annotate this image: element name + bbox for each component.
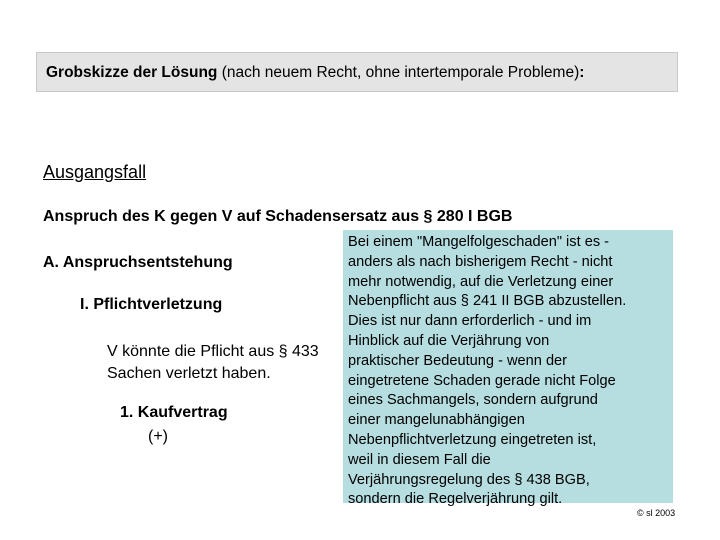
paragraph-line-2: Sachen verletzt haben. [107, 365, 271, 382]
note-line: praktischer Bedeutung - wenn der [348, 352, 568, 369]
note-line: weil in diesem Fall die [348, 451, 491, 468]
header-colon: : [579, 64, 585, 81]
note-line: anders als nach bisherigem Recht - nicht [348, 253, 613, 270]
copyright-notice: © sl 2003 [637, 508, 676, 518]
outline-i-heading: I. Pflichtverletzung [80, 296, 223, 313]
note-line: eines Sachmangels, sondern aufgrund [348, 392, 598, 409]
header-box [36, 52, 678, 92]
note-line: sondern die Regelverjährung gilt. [348, 491, 563, 508]
note-line: Bei einem "Mangelfolgeschaden" ist es - [348, 234, 610, 250]
outline-paragraph [107, 341, 319, 385]
note-line: eingetretene Schaden gerade nicht Folge [348, 372, 616, 389]
note-line: Dies ist nur dann erforderlich - und im [348, 313, 592, 330]
header-normal-text: (nach neuem Recht, ohne intertemporale Probleme) [217, 64, 580, 81]
note-line: Verjährungsregelung des § 438 BGB, [348, 471, 590, 488]
note-line: einer mangelunabhängigen [348, 412, 525, 429]
paragraph-line-1: V könnte die Pflicht aus § 433 [107, 343, 319, 360]
note-box [343, 230, 673, 508]
outline-a-heading: A. Anspruchsentstehung [43, 254, 233, 271]
note-line: Nebenpflicht aus § 241 II BGB abzustellen. [348, 293, 627, 310]
claim-heading: Anspruch des K gegen V auf Schadensersatz aus § 280 I BGB [43, 208, 513, 225]
outline-kaufvertrag-result: (+) [148, 428, 168, 445]
header-bold-text: Grobskizze der Lösung [46, 64, 218, 81]
note-line: Hinblick auf die Verjährung von [348, 332, 550, 349]
section-title: Ausgangsfall [43, 162, 147, 182]
note-line: mehr notwendig, auf die Verletzung einer [348, 273, 614, 290]
note-line: Nebenpflichtverletzung eingetreten ist, [348, 431, 597, 448]
outline-kaufvertrag-heading: 1. Kaufvertrag [120, 404, 228, 421]
